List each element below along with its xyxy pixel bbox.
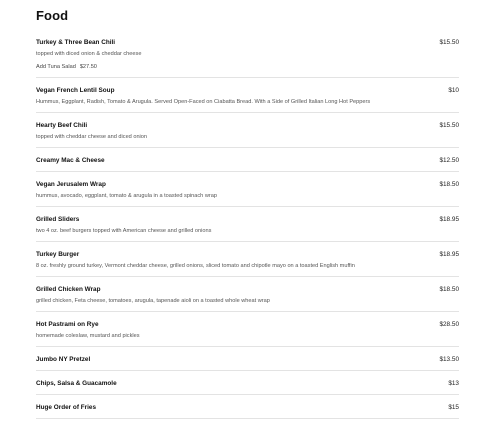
addon-label: Add Tuna Salad: [36, 64, 76, 70]
item-name: Grilled Chicken Wrap: [36, 286, 101, 293]
item-description: 8 oz. freshly ground turkey, Vermont cheddar cheese, grilled onions, sliced tomato and chipotle mayo on a toasted English muffin: [36, 263, 355, 269]
item-price: $18.95: [439, 216, 459, 223]
menu-item: [36, 181, 459, 207]
item-description: Hummus, Eggplant, Radish, Tomato & Arugula. Served Open-Faced on Ciabatta Bread. With a Side of Grilled Italian Long Hot Peppers: [36, 99, 371, 105]
item-price: $15: [448, 404, 459, 411]
menu-item: [36, 157, 459, 172]
menu-item: [36, 122, 459, 148]
item-price: $18.95: [439, 251, 459, 258]
item-price: $15.50: [439, 39, 459, 46]
menu-item: [36, 404, 459, 419]
item-name: Hot Pastrami on Rye: [36, 321, 99, 328]
item-description: topped with cheddar cheese and diced onion: [36, 134, 148, 140]
item-price: $13.50: [439, 356, 459, 363]
addon-price: $27.50: [79, 64, 97, 70]
menu-item: [36, 251, 459, 277]
item-price: $13: [448, 380, 459, 387]
item-name: Vegan French Lentil Soup: [36, 87, 115, 94]
item-name: Hearty Beef Chili: [36, 122, 88, 129]
menu-item: [36, 216, 459, 242]
item-addon: [36, 64, 459, 70]
item-name: Jumbo NY Pretzel: [36, 356, 91, 363]
item-description: homemade coleslaw, mustard and pickles: [36, 333, 140, 339]
menu-item: [36, 39, 459, 78]
item-price: $18.50: [439, 286, 459, 293]
item-description: hummus, avocado, eggplant, tomato & arugula in a toasted spinach wrap: [36, 193, 217, 199]
item-price: $12.50: [439, 157, 459, 164]
item-price: $18.50: [439, 181, 459, 188]
item-price: $28.50: [439, 321, 459, 328]
item-description: two 4 oz. beef burgers topped with American cheese and grilled onions: [36, 228, 212, 234]
item-description: grilled chicken, Feta cheese, tomatoes, arugula, tapenade aioli on a toasted whole wheat wrap: [36, 298, 270, 304]
item-name: Chips, Salsa & Guacamole: [36, 380, 117, 387]
item-name: Huge Order of Fries: [36, 404, 97, 411]
item-name: Vegan Jerusalem Wrap: [36, 181, 106, 188]
menu-item: [36, 286, 459, 312]
item-name: Grilled Sliders: [36, 216, 80, 223]
menu-item: [36, 321, 459, 347]
item-price: $10: [448, 87, 459, 94]
item-price: $15.50: [439, 122, 459, 129]
menu-item: [36, 356, 459, 371]
item-name: Turkey Burger: [36, 251, 80, 258]
menu-item: [36, 380, 459, 395]
menu-list: [36, 39, 459, 419]
item-name: Creamy Mac & Cheese: [36, 157, 105, 164]
menu-item: [36, 87, 459, 113]
section-title: Food: [36, 8, 69, 23]
item-description: topped with diced onion & cheddar cheese: [36, 51, 142, 57]
item-name: Turkey & Three Bean Chili: [36, 39, 116, 46]
